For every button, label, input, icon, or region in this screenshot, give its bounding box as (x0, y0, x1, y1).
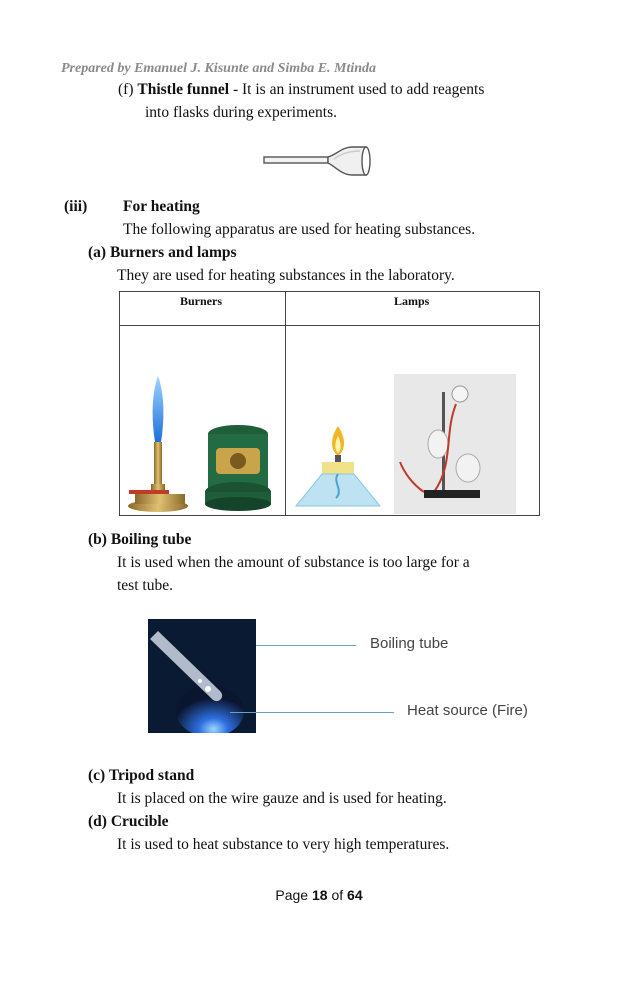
section-iii-intro: The following apparatus are used for heating substances. (123, 221, 476, 238)
item-f-marker: (f) (118, 81, 134, 98)
heat-source-pointer (230, 712, 394, 713)
boiling-tube-photo (148, 619, 256, 733)
item-b-title: Boiling tube (110, 531, 192, 548)
boiling-tube-label: Boiling tube (370, 635, 449, 652)
apparatus-table (119, 291, 540, 516)
table-header-rule (120, 325, 539, 326)
item-c-marker: (c) (88, 767, 106, 784)
item-f-term: Thistle funnel (137, 81, 230, 98)
electric-lamp-apparatus-image (394, 374, 516, 514)
thistle-funnel-image (262, 143, 374, 179)
kerosene-stove-image (202, 422, 274, 514)
item-b-heading (88, 528, 191, 551)
item-c-title: Tripod stand (108, 767, 195, 784)
section-iii-title: For heating (123, 198, 200, 215)
item-a-heading (88, 241, 237, 264)
section-iii-marker: (iii) (64, 198, 88, 215)
item-a-marker: (a) (88, 244, 107, 261)
footer-page-total: 64 (347, 887, 363, 903)
footer-of-word: of (331, 887, 344, 903)
item-d-marker: (d) (88, 813, 107, 830)
footer-page-word: Page (275, 887, 309, 903)
item-a-desc: They are used for heating substances in the laboratory. (117, 267, 455, 284)
item-f-desc1: - It is an instrument used to add reagents (229, 81, 485, 98)
item-d-title: Crucible (110, 813, 169, 830)
item-d-heading (88, 810, 169, 833)
page-header: Prepared by Emanuel J. Kisunte and Simba E. Mtinda (61, 61, 377, 76)
bunsen-burner-image (125, 372, 195, 514)
item-c-desc: It is placed on the wire gauze and is used for heating. (117, 790, 447, 807)
spirit-lamp-image (292, 422, 384, 514)
item-f-desc2: into flasks during experiments. (145, 104, 337, 121)
item-d-desc: It is used to heat substance to very high temperatures. (117, 836, 450, 853)
item-a-title: Burners and lamps (109, 244, 237, 261)
page-footer (0, 887, 638, 903)
boiling-tube-pointer (256, 645, 356, 646)
item-f-line1 (118, 78, 484, 101)
footer-page-number: 18 (311, 887, 328, 903)
item-c-heading (88, 764, 194, 787)
item-b-desc1: It is used when the amount of substance is too large for a (117, 554, 470, 571)
table-header-lamps: Lamps (394, 294, 430, 308)
heat-source-label: Heat source (Fire) (407, 702, 528, 719)
item-b-marker: (b) (88, 531, 107, 548)
table-header-burners: Burners (180, 294, 222, 308)
item-b-desc2: test tube. (117, 577, 173, 594)
